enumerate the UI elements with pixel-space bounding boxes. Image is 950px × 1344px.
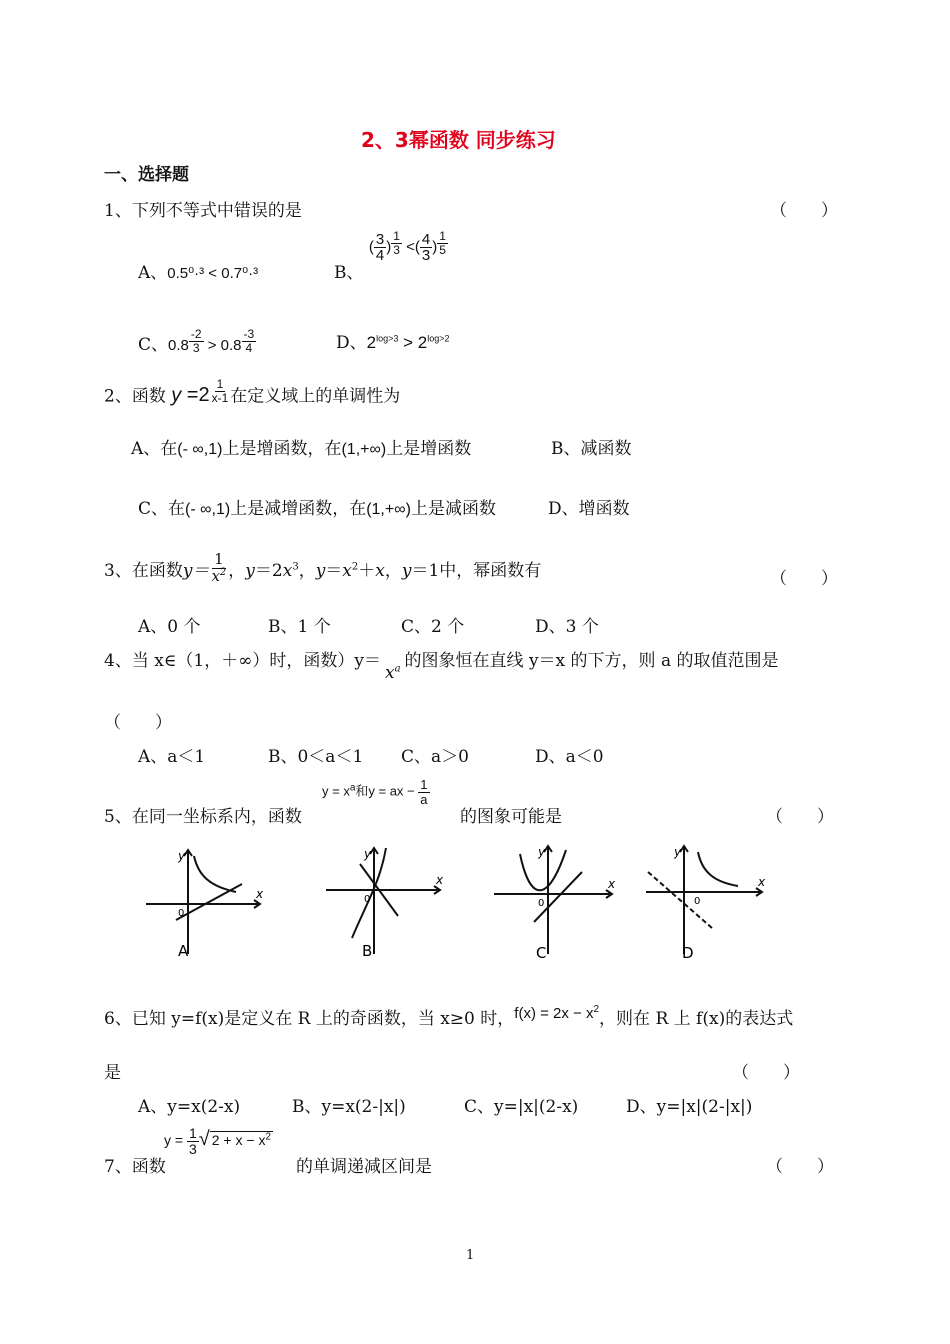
q3-paren: （ ） (770, 569, 838, 589)
q2-stem (104, 378, 400, 407)
svg-text:x: x (436, 873, 444, 887)
svg-text:y: y (178, 849, 186, 863)
option-label: C、 (138, 335, 169, 355)
q2-option-a (131, 434, 471, 459)
page-number: 1 (466, 1248, 475, 1263)
stem-pre: 7、函数 (104, 1157, 166, 1177)
q1-option-a (138, 258, 258, 283)
q1-option-c (138, 318, 256, 355)
q3-stem (104, 552, 541, 585)
formula: ，$y=2x^3$，$y=x^2+x$，y＝1 (228, 560, 440, 581)
q5-stem-post: 的图象可能是 (460, 807, 562, 827)
q5-paren: （ ） (766, 807, 834, 827)
stem-pre: 5、在同一坐标系内，函数 (104, 807, 302, 827)
svg-text:x: x (256, 887, 264, 901)
q6-stem (104, 1004, 793, 1029)
graph-c (490, 842, 620, 962)
q7-stem (104, 1152, 166, 1177)
stem-post: 的图象恒在直线 y＝x 的下方，则 a 的取值范围是 (404, 651, 779, 671)
formula: $2^{log>3} > 2^{log>2}$ (366, 333, 450, 352)
svg-text:x: x (608, 877, 616, 891)
q3-option-a: A、0 个 (138, 617, 201, 637)
formula: ( $\frac{3}{4}$ ) $^{\frac{1}{3}}$ <( $\frac{4}{3}$ ) $^{\frac{1}{5}}$ (368, 229, 446, 265)
q4-option-b: B、0＜a＜1 (268, 747, 364, 767)
interval: (1,+∞) (341, 441, 387, 458)
q5-formula: $y = x^a$和y = ax − $\frac{1}{a}$ (322, 777, 428, 807)
option-label: B、 (334, 263, 364, 283)
formula: y＝ (182, 560, 210, 581)
q6-paren: （ ） (732, 1063, 800, 1083)
svg-text:y: y (364, 847, 372, 861)
formula: 0.5⁰·³ < 0.7⁰·³ (167, 265, 259, 282)
graph-d (638, 842, 768, 962)
formula: 0.8 $^{\frac{-2}{3}}$ > 0.8 $^{\frac{-3}{4}}$ (168, 327, 255, 355)
q6-option-a: A、y=x(2-x) (138, 1097, 241, 1117)
q4-option-a: A、a＜1 (138, 747, 206, 767)
option-label: D、 (336, 333, 367, 353)
q1-paren: （ ） (770, 201, 838, 221)
q6-option-d: D、y=|x|(2-|x|) (626, 1097, 753, 1117)
option-label: A、 (138, 263, 168, 283)
q4-stem (104, 646, 779, 683)
q1-stem: 1、下列不等式中错误的是 (104, 201, 302, 221)
q4-paren: （ ） (104, 713, 172, 733)
stem-pre: 6、已知 y=f(x)是定义在 R 上的奇函数，当 x≥0 时， (104, 1009, 515, 1029)
q6-stem-cont: 是 (104, 1063, 121, 1083)
q1-option-b (334, 230, 448, 283)
formula: $x^a$ (384, 663, 401, 683)
stem-post: 中，幂函数有 (439, 560, 542, 581)
q7-stem-post: 的单调递减区间是 (296, 1157, 432, 1177)
option-text: 上是增函数，在 (222, 439, 342, 459)
formula: y (171, 384, 182, 407)
graph-b (318, 842, 448, 962)
svg-text:0: 0 (694, 896, 701, 907)
option-text: 上是减函数 (410, 499, 496, 519)
graph-a (138, 842, 268, 962)
q4-option-c: C、a＞0 (401, 747, 469, 767)
stem-pre: 4、当 x∈（1，＋∞）时，函数）y＝ (104, 651, 381, 671)
formula: $f(x) = 2x - x^2$ (514, 1004, 600, 1022)
formula: $\frac{1}{x^2}$ (211, 550, 227, 585)
q2-option-c (138, 494, 496, 519)
q7-formula: y = $\frac{1}{3}$ √ $2 + x - x^2$ (164, 1125, 272, 1157)
graph-label-c: C (536, 944, 547, 962)
q6-option-c: C、y=|x|(2-x) (464, 1097, 579, 1117)
q7-paren: （ ） (766, 1157, 834, 1177)
svg-text:y: y (674, 845, 682, 859)
graph-label-b: B (362, 942, 373, 960)
stem-pre: 3、在函数 (104, 560, 183, 581)
q2-option-d: D、增函数 (548, 499, 630, 519)
q6-option-b: B、y=x(2-|x|) (292, 1097, 406, 1117)
stem-pre: 2、函数 (104, 386, 166, 407)
page-title: 2、3幂函数 同步练习 (361, 128, 556, 152)
q3-option-c: C、2 个 (401, 617, 465, 637)
svg-text:0: 0 (538, 898, 545, 909)
formula: =2 $^{\frac{1}{x-1}}$ (181, 377, 229, 407)
q1-option-d (336, 328, 450, 353)
q3-option-b: B、1 个 (268, 617, 331, 637)
svg-text:y: y (538, 845, 546, 859)
graph-label-d: D (682, 944, 694, 962)
q2-option-b: B、减函数 (551, 439, 632, 459)
option-text: 上是减增函数，在 (230, 499, 367, 519)
option-text: C、在 (138, 499, 186, 519)
stem-post: ，则在 R 上 f(x)的表达式 (599, 1009, 794, 1029)
q4-option-d: D、a＜0 (535, 747, 604, 767)
graph-label-a: A (178, 942, 189, 960)
q5-stem (104, 802, 302, 827)
stem-post: 在定义域上的单调性为 (230, 386, 401, 407)
svg-text:x: x (758, 875, 766, 889)
svg-text:0: 0 (178, 908, 185, 919)
svg-text:0: 0 (364, 894, 371, 905)
interval: (1,+∞) (366, 501, 411, 518)
option-text: 上是增函数 (386, 439, 472, 459)
interval: (- ∞,1) (185, 501, 231, 518)
option-text: A、在 (131, 439, 178, 459)
section-heading: 一、选择题 (104, 165, 189, 185)
q3-option-d: D、3 个 (535, 617, 599, 637)
interval: (- ∞,1) (177, 441, 223, 458)
